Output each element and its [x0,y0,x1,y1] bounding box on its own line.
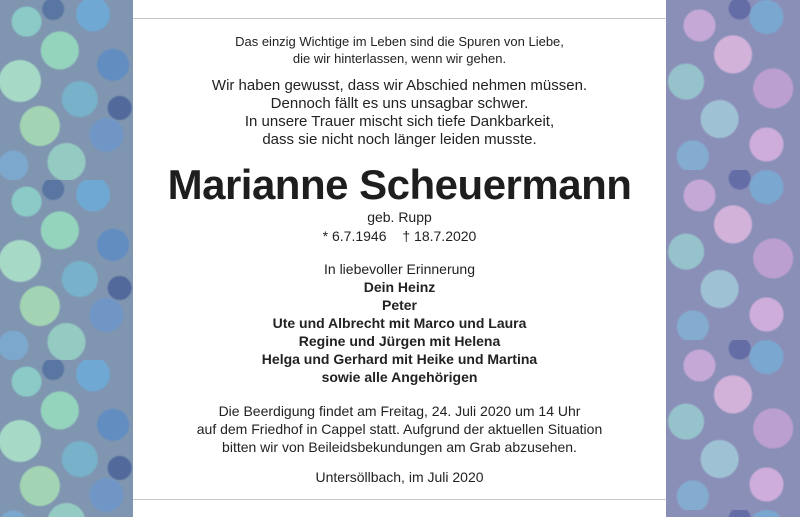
motto-quote [133,33,666,67]
bottom-divider [133,499,666,500]
motto-line: die wir hinterlassen, wenn wir gehen. [292,51,507,66]
funeral-line: bitten wir von Beileidsbekundungen am Grab abzusehen. [222,439,577,455]
life-dates [133,227,666,245]
mourner: Helga und Gerhard mit Heike und Martina [261,351,538,367]
motto-line: Das einzig Wichtige im Leben sind die Spuren von Liebe, [235,34,564,49]
funeral-notice [133,402,666,456]
mourner: Regine und Jürgen mit Helena [298,333,501,349]
birth-date: * 6.7.1946 [322,228,387,244]
funeral-line: auf dem Friedhof in Cappel statt. Aufgrund der aktuellen Situation [196,421,603,437]
mourner: Peter [381,297,418,313]
mourner: sowie alle Angehörigen [321,369,478,385]
obituary-card [133,0,666,517]
place-and-date: Untersöllbach, im Juli 2020 [315,469,484,485]
mourner: Ute und Albrecht mit Marco und Laura [272,315,527,331]
hydrangea-photo-left [0,0,133,517]
death-date: † 18.7.2020 [402,228,477,244]
top-divider [133,18,666,19]
deceased-name: Marianne Scheuermann [167,161,632,208]
intro-line: dass sie nicht noch länger leiden musste. [262,131,537,148]
funeral-line: Die Beerdigung findet am Freitag, 24. Juli 2020 um 14 Uhr [218,403,581,419]
mourners-list [133,278,666,386]
memory-label: In liebevoller Erinnerung [324,261,475,277]
hydrangea-photo-right [666,0,800,517]
intro-line: Dennoch fällt es uns unsagbar schwer. [270,95,529,112]
intro-text [133,77,666,149]
intro-line: In unsere Trauer mischt sich tiefe Dankbarkeit, [244,113,555,130]
intro-line: Wir haben gewusst, dass wir Abschied nehmen müssen. [211,77,588,94]
birth-name: geb. Rupp [367,209,432,225]
mourner: Dein Heinz [363,279,436,295]
